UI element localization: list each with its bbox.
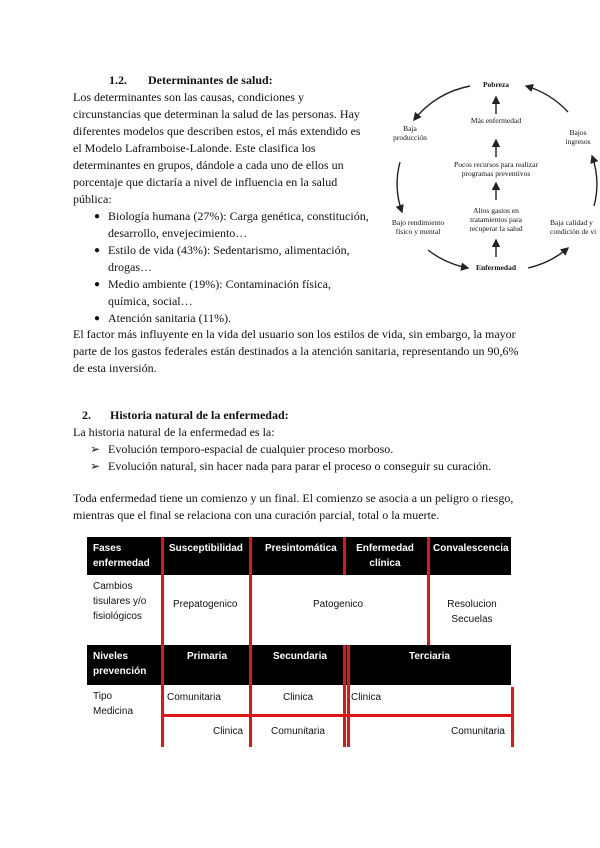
diagram-node-baja-produccion: Baja producción	[393, 124, 427, 142]
text-line: Los determinantes son las causas, condiciones y	[73, 90, 304, 104]
grid-line	[249, 537, 252, 645]
cell-comunitaria: Comunitaria	[271, 726, 325, 737]
header-secundaria: Secundaria	[273, 651, 327, 662]
cell-clinica: Clinica	[213, 726, 244, 737]
cell-patogenico: Patogenico	[313, 599, 364, 610]
label-cambios: Cambios tisulares y/o fisiológicos	[93, 581, 147, 622]
section-number: 2.	[82, 408, 91, 422]
text-line: el Modelo Laframboise-Lalonde. Este clasifica los	[73, 141, 316, 155]
cell-comunitaria: Comunitaria	[167, 692, 221, 703]
cell-resolucion: Resolucion Secuelas	[447, 599, 497, 625]
text-line: diferentes modelos que describen estos, el más extendido es	[73, 124, 361, 138]
natural-history-table	[87, 537, 511, 747]
diagram-node-enfermedad: Enfermedad	[476, 263, 516, 272]
list-item: ● Atención sanitaria (11%).	[94, 311, 232, 325]
text-line: determinantes en grupos, dándole a cada uno de ellos un	[73, 158, 344, 172]
grid-line	[343, 645, 346, 747]
label-tipo-medicina: Tipo Medicina	[93, 691, 134, 717]
text-line: porcentaje que dictaría a nivel de influencia en la salud	[73, 175, 338, 189]
header-primaria: Primaria	[187, 651, 228, 662]
diagram-node-pobreza: Pobreza	[482, 80, 510, 89]
cell-comunitaria: Comunitaria	[451, 726, 505, 737]
list-item-continuation: desarrollo, envejecimiento…	[108, 226, 248, 240]
list-item: ➢ Evolución natural, sin hacer nada para parar el proceso o conseguir su curación.	[90, 459, 492, 473]
grid-line	[249, 645, 252, 747]
grid-line	[347, 645, 350, 747]
list-item-continuation: química, social…	[108, 294, 193, 308]
bullet-icon: ●	[94, 313, 101, 324]
section-number: 1.2.	[109, 73, 127, 87]
diagram-node-altos-gastos: Altos gastos en tratamientos para recuperar la salud	[469, 206, 523, 233]
header-terciaria: Terciaria	[409, 651, 450, 662]
section-title: Historia natural de la enfermedad:	[110, 408, 289, 422]
text-line: mientras que el final se relaciona con una curación parcial, total o la muerte.	[73, 508, 440, 522]
header-convalescencia: Convalescencia	[433, 543, 509, 554]
cell-prepatogenico: Prepatogenico	[173, 599, 238, 610]
section-heading-1-2	[109, 72, 273, 89]
cell-clinica: Clinica	[351, 692, 382, 703]
diagram-node-baja-calidad: Baja calidad y condición de vi	[550, 218, 597, 236]
header-presintomatica: Presintomática	[265, 543, 337, 554]
list-item: ➢ Evolución temporo-espacial de cualquier proceso morboso.	[90, 442, 394, 456]
header-enfermedad-clinica: Enfermedad clínica	[349, 541, 421, 571]
text-line: circunstancias que determinan la salud de las personas. Hay	[73, 107, 360, 121]
text-line: El factor más influyente en la vida del usuario son los estilos de vida, sin embargo, la mayor	[73, 327, 516, 341]
grid-line	[427, 537, 430, 645]
diagram-node-bajos-ingresos: Bajos ingresos	[565, 128, 591, 146]
diagram-node-pocos-recursos: Pocos recursos para realizar programas preventivos	[454, 160, 538, 178]
list-item: ● Estilo de vida (43%): Sedentarismo, alimentación,	[94, 243, 350, 257]
text-line: Toda enfermedad tiene un comienzo y un final. El comienzo se asocia a un peligro o riesgo,	[73, 491, 514, 505]
bullet-icon: ●	[94, 211, 101, 222]
grid-line	[343, 537, 346, 575]
grid-line	[161, 714, 514, 717]
diagram-node-mas-enfermedad: Más enfermedad	[470, 116, 522, 125]
text-line: pública:	[73, 192, 112, 206]
diagram-node-bajo-rendimiento: Bajo rendimiento físico y mental	[391, 218, 445, 236]
section-heading-2	[82, 407, 289, 424]
grid-line	[161, 575, 164, 645]
cell-clinica: Clinica	[283, 692, 314, 703]
bullet-icon: ●	[94, 279, 101, 290]
text-line: parte de los gastos federales están destinados a la atención sanitaria, representando un 90,6%	[73, 344, 519, 358]
label-fases: Fases enfermedad	[93, 543, 150, 569]
arrow-bullet-icon: ➢	[90, 442, 101, 456]
text-line: de esta inversión.	[73, 361, 157, 375]
text-line: La historia natural de la enfermedad es la:	[73, 425, 275, 439]
grid-line	[161, 537, 164, 575]
bullet-icon: ●	[94, 245, 101, 256]
header-susceptibilidad: Susceptibilidad	[169, 543, 243, 554]
grid-line	[161, 645, 164, 747]
grid-line	[511, 687, 514, 747]
list-item: ● Medio ambiente (19%): Contaminación física,	[94, 277, 331, 291]
list-item: ● Biología humana (27%): Carga genética, constitución,	[94, 209, 369, 223]
arrow-bullet-icon: ➢	[90, 459, 101, 473]
label-niveles: Niveles prevención	[93, 651, 147, 677]
poverty-cycle-diagram	[388, 72, 600, 280]
section-title: Determinantes de salud:	[148, 73, 273, 87]
list-item-continuation: drogas…	[108, 260, 152, 274]
